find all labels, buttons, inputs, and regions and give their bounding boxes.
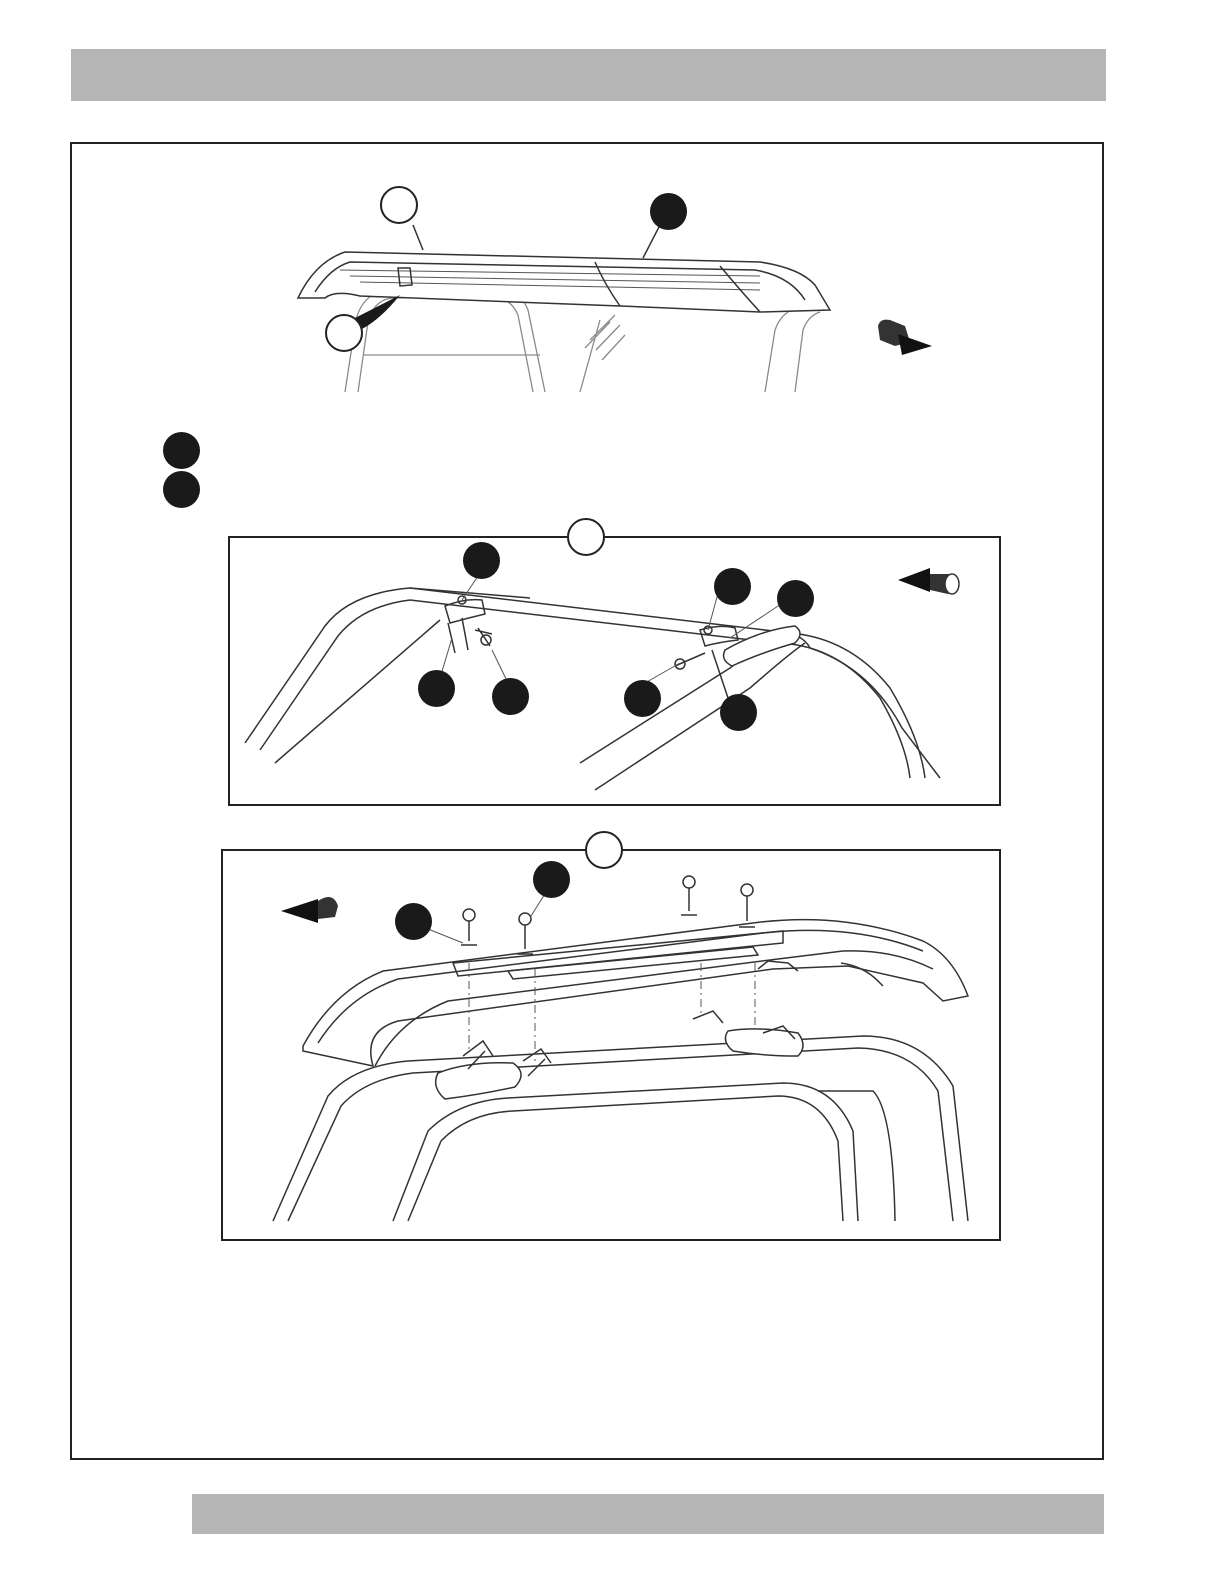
detail-a-callout-5 <box>492 678 529 715</box>
legend-marker-2 <box>163 471 200 508</box>
rear-direction-arrow-icon <box>281 899 318 923</box>
rear-direction-arrow-icon <box>898 568 930 592</box>
detail-a-callout-6 <box>624 680 661 717</box>
detail-a-callout-7 <box>720 694 757 731</box>
detail-b-callout-2 <box>533 861 570 898</box>
detail-a-clamp-illustration <box>230 538 1003 808</box>
footer-bar <box>192 1494 1104 1534</box>
detail-a-label <box>567 518 605 556</box>
detail-b-roof-install-illustration <box>223 851 1003 1243</box>
legend-marker-1 <box>163 432 200 469</box>
detail-b-callout-1 <box>395 903 432 940</box>
detail-a-callout-4 <box>418 670 455 707</box>
detail-a-panel <box>228 536 1001 806</box>
detail-a-callout-2 <box>714 568 751 605</box>
detail-a-callout-3 <box>777 580 814 617</box>
detail-b-panel <box>221 849 1001 1241</box>
detail-b-label <box>585 831 623 869</box>
detail-a-callout-1 <box>463 542 500 579</box>
